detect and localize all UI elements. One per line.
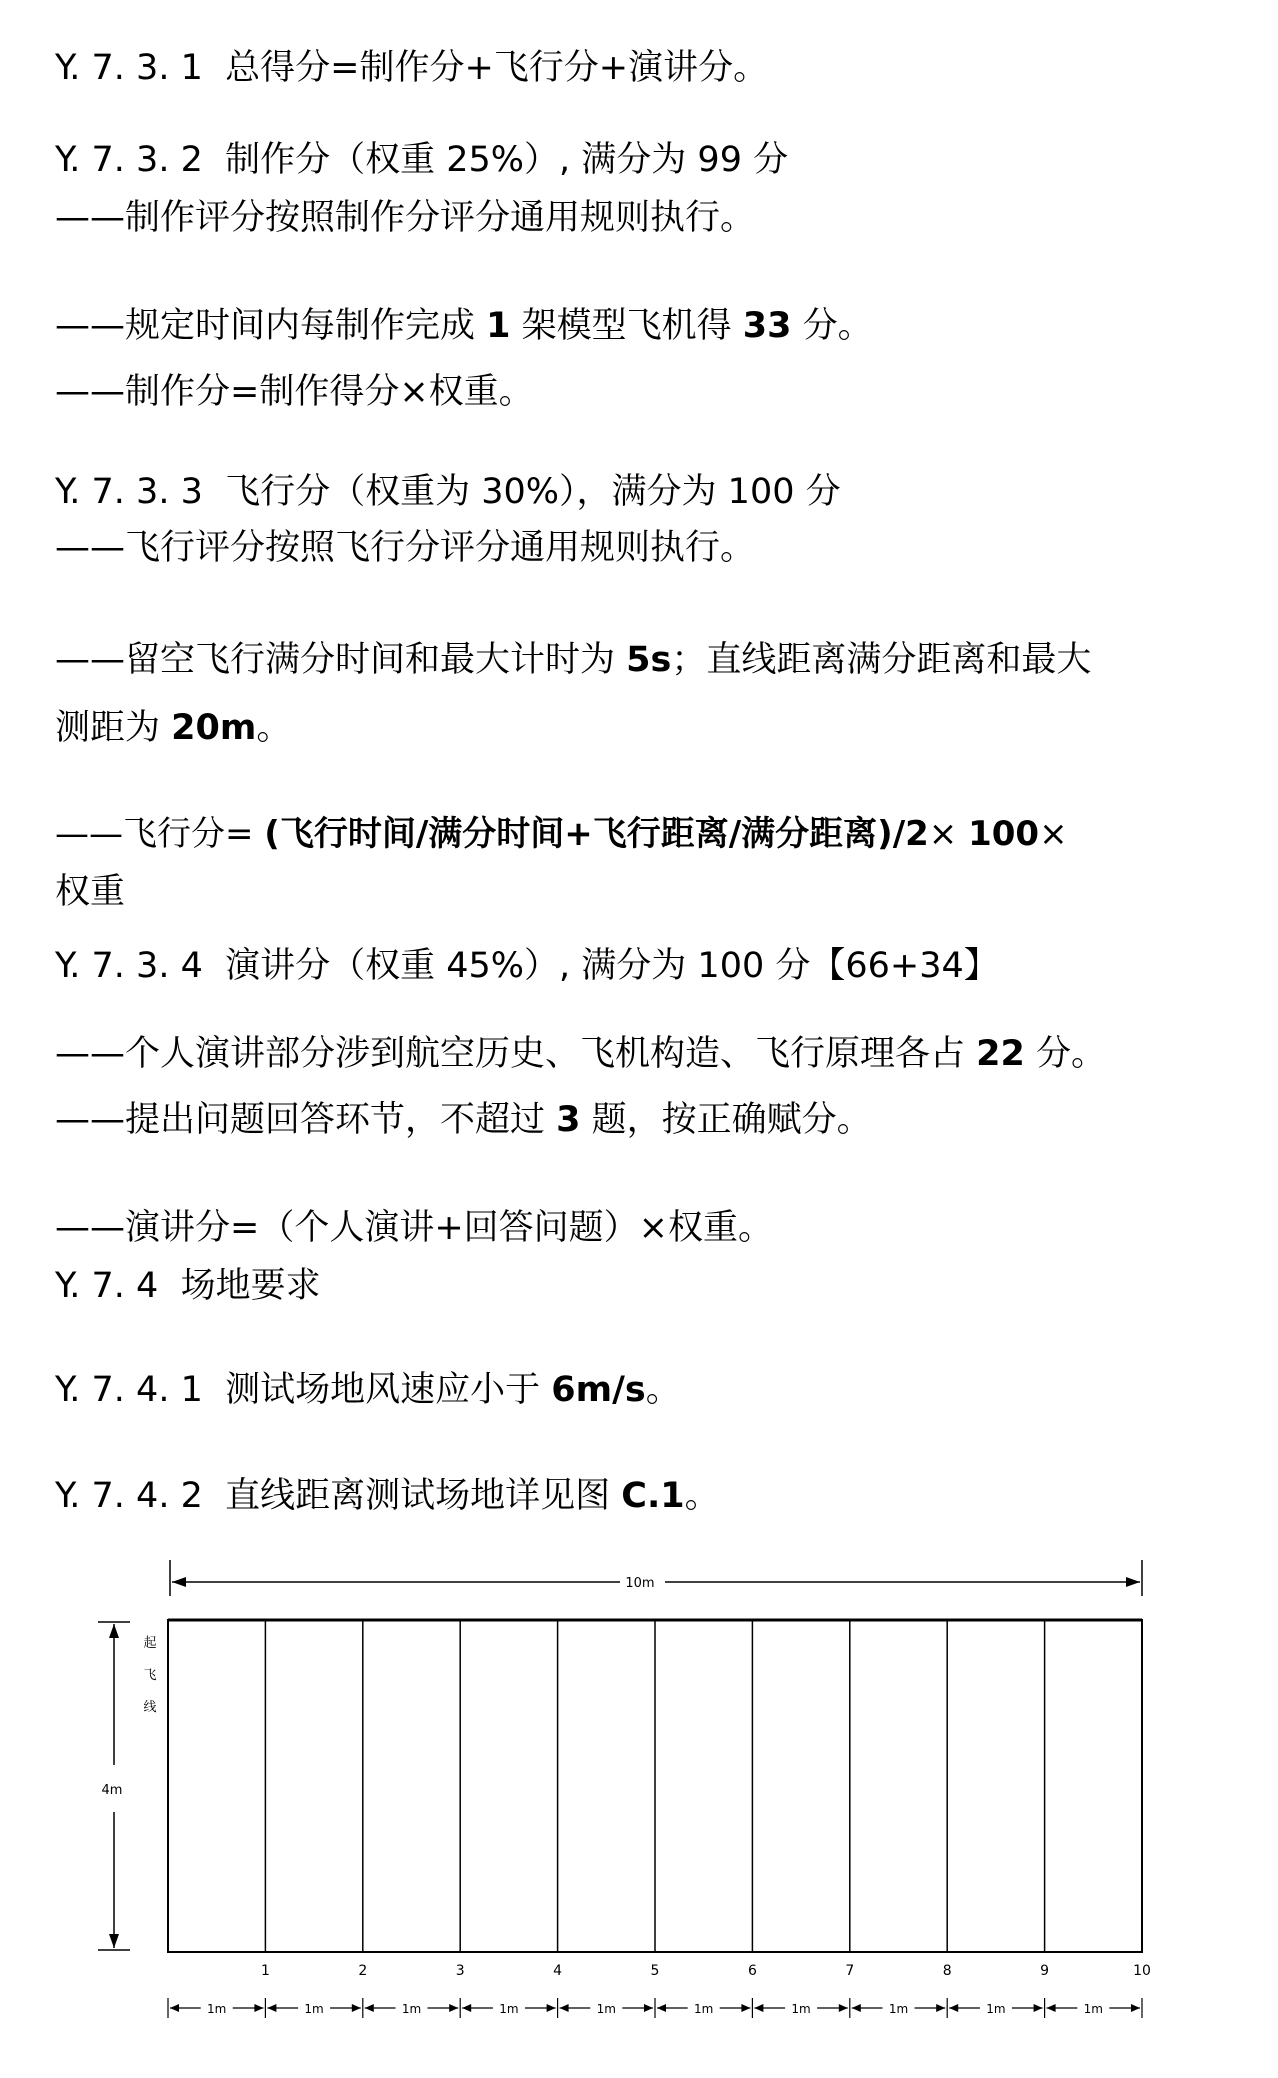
segment-arrow-left-4 [462,2004,471,2012]
bold-number: 5s [626,640,672,680]
text-fragment: ；直线距离满分距离和最大 [671,640,1092,680]
segment-label-10: 1m [1083,2002,1103,2016]
y7-4-1-line [55,1368,681,1412]
fly-rule-line: ——飞行评分按照飞行分评分通用规则执行。 [55,528,756,568]
segment-arrow-left-9 [949,2004,958,2012]
segment-arrow-left-10 [1047,2004,1056,2012]
site-heading: 场地要求 [180,1266,321,1306]
grid-label-9: 9 [1040,1963,1050,1979]
start-line-char-3: 线 [143,1700,157,1715]
grid-label-2: 2 [358,1963,368,1979]
fly-formula-line-cont: 权重 [55,872,126,912]
segment-arrow-right-6 [741,2004,750,2012]
segment-arrow-left-6 [657,2004,666,2012]
segment-label-7: 1m [791,2002,811,2016]
make-score-heading: 制作分（权重 25%）, 满分为 99 分 [225,140,789,180]
bold-number: 33 [742,306,792,346]
text-fragment: 测试场地风速应小于 [225,1370,552,1410]
speech-part-line [55,1032,1106,1076]
text-fragment: 分。 [1024,1034,1106,1074]
speech-formula-line: ——演讲分=（个人演讲+回答问题）×权重。 [55,1208,773,1248]
text-fragment: 题，按正确赋分。 [580,1100,872,1140]
text-fragment: 测距为 [55,708,172,748]
start-line-char-2: 飞 [143,1668,157,1683]
segment-label-8: 1m [888,2002,909,2016]
bold-number: 22 [976,1034,1025,1074]
text-fragment: ——规定时间内每制作完成 [55,306,487,346]
segment-label-3: 1m [401,2002,422,2016]
section-number: Y. 7. 3. 3 [55,472,203,512]
text-fragment: 直线距离测试场地详见图 [225,1476,622,1516]
segment-arrow-left-3 [365,2004,374,2012]
text-fragment: × [1039,814,1068,854]
segment-arrow-left-2 [267,2004,276,2012]
speech-score-heading: 演讲分（权重 45%）, 满分为 100 分【66+34】 [225,946,999,986]
bold-number: 3 [556,1100,581,1140]
section-number: Y. 7. 4 [55,1266,159,1306]
segment-label-5: 1m [596,2002,616,2016]
segment-arrow-left-1 [170,2004,179,2012]
section-number: Y. 7. 3. 4 [55,946,203,986]
segment-arrow-right-4 [547,2004,556,2012]
arrowhead-down [109,1934,119,1948]
make-formula-line: ——制作分=制作得分×权重。 [55,372,534,412]
text-fragment: ——飞行分= [55,814,265,854]
fly-time-line [55,638,1091,682]
bold-number: C.1 [621,1476,685,1516]
bold-number: 20m [171,708,257,748]
segment-arrow-right-1 [254,2004,263,2012]
text-fragment: ——提出问题回答环节，不超过 [55,1100,557,1140]
text-fragment: ——个人演讲部分涉到航空历史、飞机构造、飞行原理各占 [55,1034,977,1074]
y7-3-2-line [55,138,788,182]
grid-label-6: 6 [747,1963,757,1979]
bold-formula: (飞行时间/满分时间+飞行距离/满分距离)/2 [264,814,929,854]
fly-time-line-cont [55,706,291,750]
y7-4-2-line [55,1474,720,1518]
arrowhead-up [109,1624,119,1638]
width-label: 10m [625,1576,655,1591]
text-fragment: × [928,814,969,854]
section-number: Y. 7. 4. 2 [55,1476,203,1516]
segment-arrow-right-9 [1034,2004,1043,2012]
segment-arrow-right-5 [644,2004,653,2012]
make-rule-line: ——制作评分按照制作分评分通用规则执行。 [55,198,756,238]
fly-formula-line [55,812,1068,856]
grid-label-5: 5 [650,1963,660,1979]
y7-3-3-line [55,470,841,514]
text-fragment: 架模型飞机得 [510,306,743,346]
test-site-diagram [0,1540,1278,2060]
text-fragment: 。 [645,1370,681,1410]
speech-qa-line [55,1098,872,1142]
segment-label-2: 1m [304,2002,324,2016]
segment-arrow-right-8 [936,2004,945,2012]
bold-number: 6m/s [551,1370,646,1410]
segment-label-1: 1m [207,2002,227,2016]
arrowhead-left [172,1577,186,1587]
text-fragment: ——留空飞行满分时间和最大计时为 [55,640,627,680]
y7-3-1-line [55,46,768,90]
y7-4-line [55,1264,321,1308]
grid-label-4: 4 [553,1963,563,1979]
grid-label-7: 7 [845,1963,855,1979]
y7-3-4-line [55,944,999,988]
bold-number: 100 [968,814,1040,854]
segment-arrow-right-3 [449,2004,458,2012]
text-fragment: 。 [684,1476,720,1516]
segment-label-9: 1m [986,2002,1006,2016]
arrowhead-right [1126,1577,1140,1587]
grid-label-10: 10 [1133,1963,1151,1979]
text-fragment: 。 [256,708,292,748]
section-number: Y. 7. 3. 2 [55,140,203,180]
segment-label-6: 1m [694,2002,714,2016]
segment-arrow-right-2 [352,2004,361,2012]
section-number: Y. 7. 4. 1 [55,1370,203,1410]
segment-arrow-right-7 [839,2004,848,2012]
segment-arrow-left-7 [754,2004,763,2012]
grid-label-8: 8 [942,1963,952,1979]
grid-label-1: 1 [260,1963,270,1979]
make-per-plane-line [55,304,873,348]
fly-score-heading: 飞行分（权重为 30%），满分为 100 分 [225,472,841,512]
section-number: Y. 7. 3. 1 [55,48,203,88]
segment-label-4: 1m [499,2002,519,2016]
text-fragment: 分。 [791,306,873,346]
bold-number: 1 [486,306,511,346]
segment-arrow-right-10 [1131,2004,1140,2012]
start-line-char-1: 起 [143,1636,157,1651]
grid-label-3: 3 [455,1963,465,1979]
segment-arrow-left-5 [560,2004,569,2012]
total-score-formula: 总得分=制作分+飞行分+演讲分。 [225,48,769,88]
height-label: 4m [101,1783,123,1798]
segment-arrow-left-8 [852,2004,861,2012]
